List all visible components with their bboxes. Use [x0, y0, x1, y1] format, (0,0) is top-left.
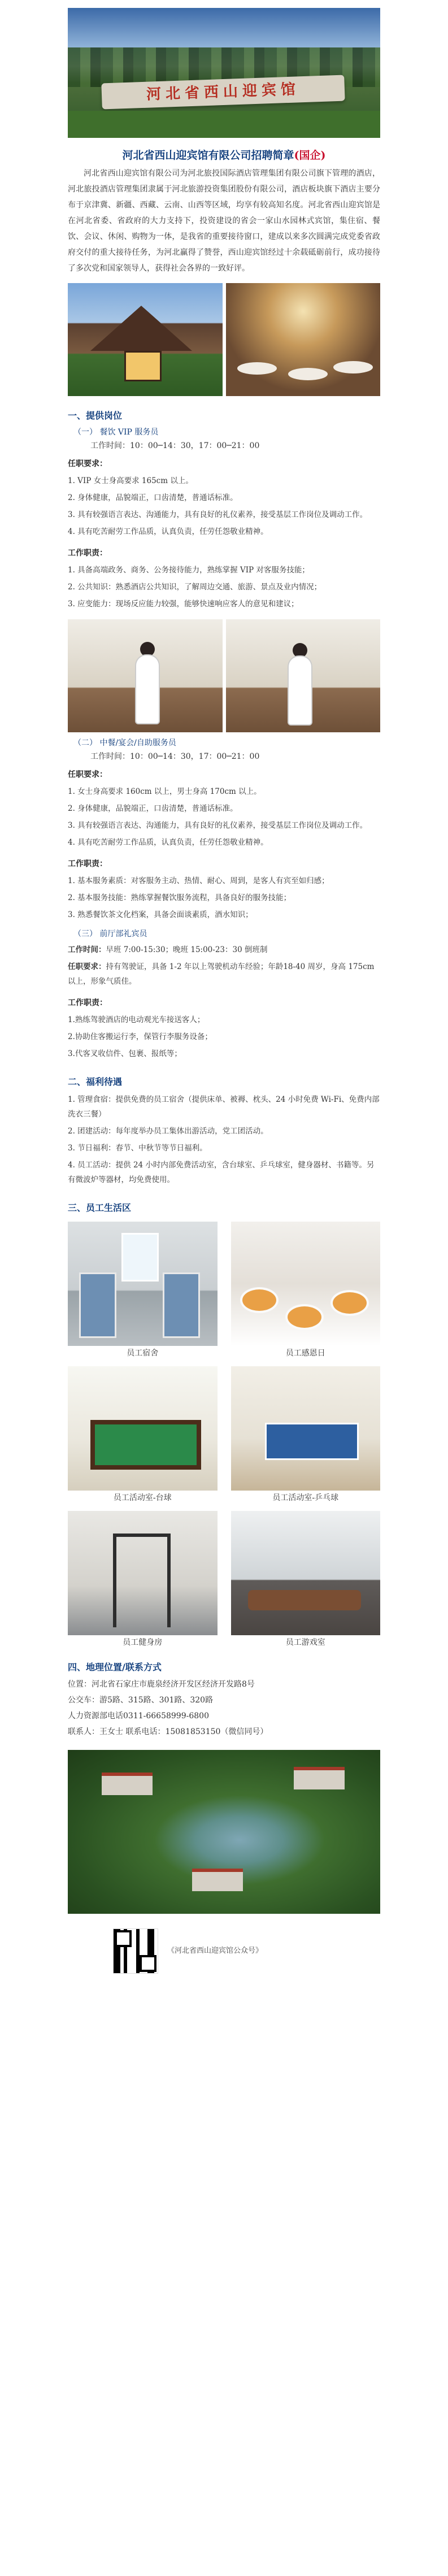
bed-shape	[163, 1272, 200, 1338]
requirement-item: 2. 身体健康，品貌端正，口齿清楚，普通话标准。	[68, 804, 238, 813]
life-photo-row-1	[68, 1222, 380, 1358]
photo-caption: 员工游戏室	[285, 1638, 325, 1647]
gym-photo	[68, 1511, 218, 1635]
photo-caption: 员工活动室-台球	[113, 1493, 172, 1502]
position-2-requirements	[68, 783, 380, 851]
game-room-photo	[231, 1511, 381, 1635]
photo-caption: 员工宿舍	[127, 1349, 159, 1358]
section-benefits-heading: 二、福利待遇	[68, 1076, 123, 1087]
life-card	[68, 1511, 218, 1648]
plate-shape	[333, 1292, 367, 1314]
banquet-hall-photo	[226, 283, 381, 396]
duty-item: 1.熟练驾驶酒店的电动观光车接送客人；	[68, 1015, 205, 1024]
staff-figure	[289, 657, 311, 724]
table-shape	[333, 361, 373, 373]
exterior-photo	[68, 283, 223, 396]
staff-photo-row	[68, 619, 380, 732]
benefit-item: 1. 管理食宿：提供免费的员工宿舍（提供床单、被褥、枕头、24 小时免费 Wi-Fi、免费内部洗衣三餐）	[68, 1095, 380, 1119]
appreciation-day-photo	[231, 1222, 381, 1346]
position-2-worktime: 工作时间：10：00─14：30，17：00─21：00	[90, 752, 260, 761]
position-2-req-label: 任职要求：	[68, 770, 107, 779]
photo-caption: 员工健身房	[123, 1638, 163, 1647]
window-shape	[121, 1233, 159, 1282]
benefits-list	[68, 1091, 380, 1188]
position-1-heading: （一） 餐饮 VIP 服务员	[73, 428, 159, 437]
building-shape	[102, 1773, 153, 1795]
position-1-worktime: 工作时间：10：00─14：30，17：00─21：00	[90, 441, 260, 450]
roof-shape	[90, 306, 192, 351]
requirement-item: 3. 具有较强语言表达、沟通能力，具有良好的礼仪素养，接受基层工作岗位及调动工作。	[68, 821, 368, 830]
photo-caption: 员工活动室-乒乓球	[272, 1493, 339, 1502]
staff-photo-left	[68, 619, 223, 732]
duty-item: 3. 熟悉餐饮茶文化档案，具备会面谈素质，酒水知识；	[68, 910, 253, 919]
benefit-item: 2. 团建活动：每年度举办员工集体出游活动，党工团活动。	[68, 1127, 268, 1136]
bus-line: 公交车：游5路、315路、301路、320路	[68, 1696, 214, 1705]
title-main: 河北省西山迎宾馆有限公司招聘简章	[122, 149, 294, 162]
rack-shape	[113, 1534, 171, 1627]
position-3-worktime-line	[68, 941, 380, 958]
position-1-duty-label: 工作职责：	[68, 549, 107, 558]
life-card	[231, 1511, 381, 1648]
qr-row	[68, 1928, 380, 1974]
position-3-duty-label: 工作职责：	[68, 998, 107, 1007]
page	[68, 0, 380, 1974]
life-card	[68, 1366, 218, 1503]
position-3-requirements: 持有驾驶证，具备 1-2 年以上驾驶机动车经验；年龄18-40 周岁，身高 175cm 以上，形象气质佳。	[68, 962, 375, 986]
lawn	[68, 111, 380, 138]
staff-head	[293, 643, 307, 658]
position-3-requirements-line	[68, 958, 380, 990]
building-shape	[294, 1767, 345, 1789]
intro-paragraph: 河北省西山迎宾馆有限公司为河北旅投国际酒店管理集团有限公司旗下管理的酒店，河北旅投酒店管理集团隶属于河北旅游投资集团股份有限公司，酒店板块旗下酒店主要分布于京津冀、新疆、西藏、云南、山西等区域，均享有较高知名度。河北省西山迎宾馆是在河北省委、省政府的大力支持下，投资建设的省会一家山水园林式宾馆，集住宿、餐饮、会议、休闲、购物为一体，是我省的重要接待窗口，建成以来多次圆满完成党委省政府交付的重大接待任务，为河北赢得了赞誉，西山迎宾馆经过十余载砥砺前行，成功接待了多次党和国家领导人，获得社会各界的一致好评。	[68, 169, 380, 273]
photo-caption: 员工感恩日	[285, 1349, 325, 1358]
section-life-heading: 三、员工生活区	[68, 1202, 132, 1213]
duty-item: 2. 公共知识：熟悉酒店公共知识，了解周边交通、旅游、景点及业内情况；	[68, 583, 322, 592]
position-2-heading: （二） 中餐/宴会/自助服务员	[73, 739, 176, 748]
position-1-req-label: 任职要求：	[68, 459, 107, 468]
contact-person-line: 联系人：王女士 联系电话：15081853150（微信同号）	[68, 1727, 268, 1736]
life-card	[68, 1222, 218, 1358]
requirement-item: 1. VIP 女士身高要求 165cm 以上。	[68, 476, 193, 485]
section-positions-heading: 一、提供岗位	[68, 410, 123, 421]
life-card	[231, 1366, 381, 1503]
requirement-item: 4. 具有吃苦耐劳工作品质，认真负责，任劳任怨敬业精神。	[68, 527, 268, 536]
qr-code[interactable]	[113, 1928, 158, 1974]
duty-item: 1. 具备高端政务、商务、公务接待能力，熟练掌握 VIP 对客服务技能；	[68, 566, 310, 575]
duty-item: 2.协助住客搬运行李，保管行李服务设备；	[68, 1032, 212, 1041]
position-3-worktime: 早班 7:00-15:30；晚班 15:00-23：30 倒班制	[106, 945, 268, 954]
benefit-item: 4. 员工活动：提供 24 小时内部免费活动室，含台球室、乒乓球室，健身器材、书籍等。另有微波炉等器材，均免费使用。	[68, 1161, 375, 1184]
billiard-room-photo	[68, 1366, 218, 1491]
hr-phone-line: 人力资源部电话0311-66658999-6800	[68, 1711, 209, 1721]
stone-text: 河北省西山迎宾馆	[146, 81, 301, 103]
position-2-duty-label: 工作职责：	[68, 859, 107, 868]
section-contact-heading: 四、地理位置/联系方式	[68, 1662, 162, 1673]
page-title	[68, 147, 380, 162]
qr-caption: 《河北省西山迎宾馆公众号》	[167, 1947, 263, 1955]
address-line: 位置：河北省石家庄市鹿泉经济开发区经济开发路8号	[68, 1680, 255, 1689]
position-2-duties	[68, 872, 380, 923]
billiard-table-shape	[90, 1420, 201, 1470]
requirement-item: 2. 身体健康，品貌端正，口齿清楚，普通话标准。	[68, 493, 238, 502]
position-1-requirements	[68, 472, 380, 540]
requirement-item: 3. 具有较强语言表达、沟通能力，具有良好的礼仪素养，接受基层工作岗位及调动工作。	[68, 510, 368, 519]
duty-item: 1. 基本服务素质：对客服务主动、热情、耐心、周到，是客人有宾至如归感；	[68, 876, 329, 885]
plate-shape	[288, 1306, 321, 1328]
position-1-duties	[68, 562, 380, 612]
requirement-item: 1. 女士身高要求 160cm 以上，男士身高 170cm 以上。	[68, 787, 262, 796]
position-3-details	[68, 941, 380, 990]
aerial-photo	[68, 1750, 380, 1914]
duty-item: 2. 基本服务技能：熟练掌握餐饮服务流程，具备良好的服务技能；	[68, 893, 292, 902]
life-card	[231, 1222, 381, 1358]
duty-item: 3. 应变能力：现场反应能力较强，能够快速响应客人的意见和建议；	[68, 600, 299, 609]
pingpong-table-shape	[265, 1423, 359, 1460]
staff-photo-right	[226, 619, 381, 732]
life-photo-row-2	[68, 1366, 380, 1503]
position-3-req-label: 任职要求：	[68, 962, 106, 971]
sofa-shape	[248, 1590, 361, 1610]
dormitory-photo	[68, 1222, 218, 1346]
staff-head	[140, 642, 155, 657]
table-shape	[288, 368, 328, 380]
requirement-item: 4. 具有吃苦耐劳工作品质，认真负责，任劳任怨敬业精神。	[68, 838, 268, 847]
hero-image	[68, 8, 380, 138]
table-shape	[237, 362, 277, 375]
title-tag: (国企)	[294, 149, 326, 162]
contact-info	[68, 1676, 380, 1740]
building-shape	[192, 1869, 243, 1891]
life-photo-row-3	[68, 1511, 380, 1648]
duty-item: 3.代客叉收信件、包裹、报纸等；	[68, 1049, 182, 1058]
plate-shape	[242, 1289, 276, 1311]
position-3-heading: （三） 前厅部礼宾员	[73, 929, 147, 939]
bed-shape	[79, 1272, 116, 1338]
staff-figure	[136, 655, 159, 723]
position-3-duties	[68, 1011, 380, 1062]
pingpong-room-photo	[231, 1366, 381, 1491]
benefit-item: 3. 节日福利：春节、中秋节等节日福利。	[68, 1144, 207, 1153]
position-3-worktime-label: 工作时间：	[68, 945, 106, 954]
window-shape	[124, 351, 162, 381]
hotel-photo-row	[68, 283, 380, 396]
